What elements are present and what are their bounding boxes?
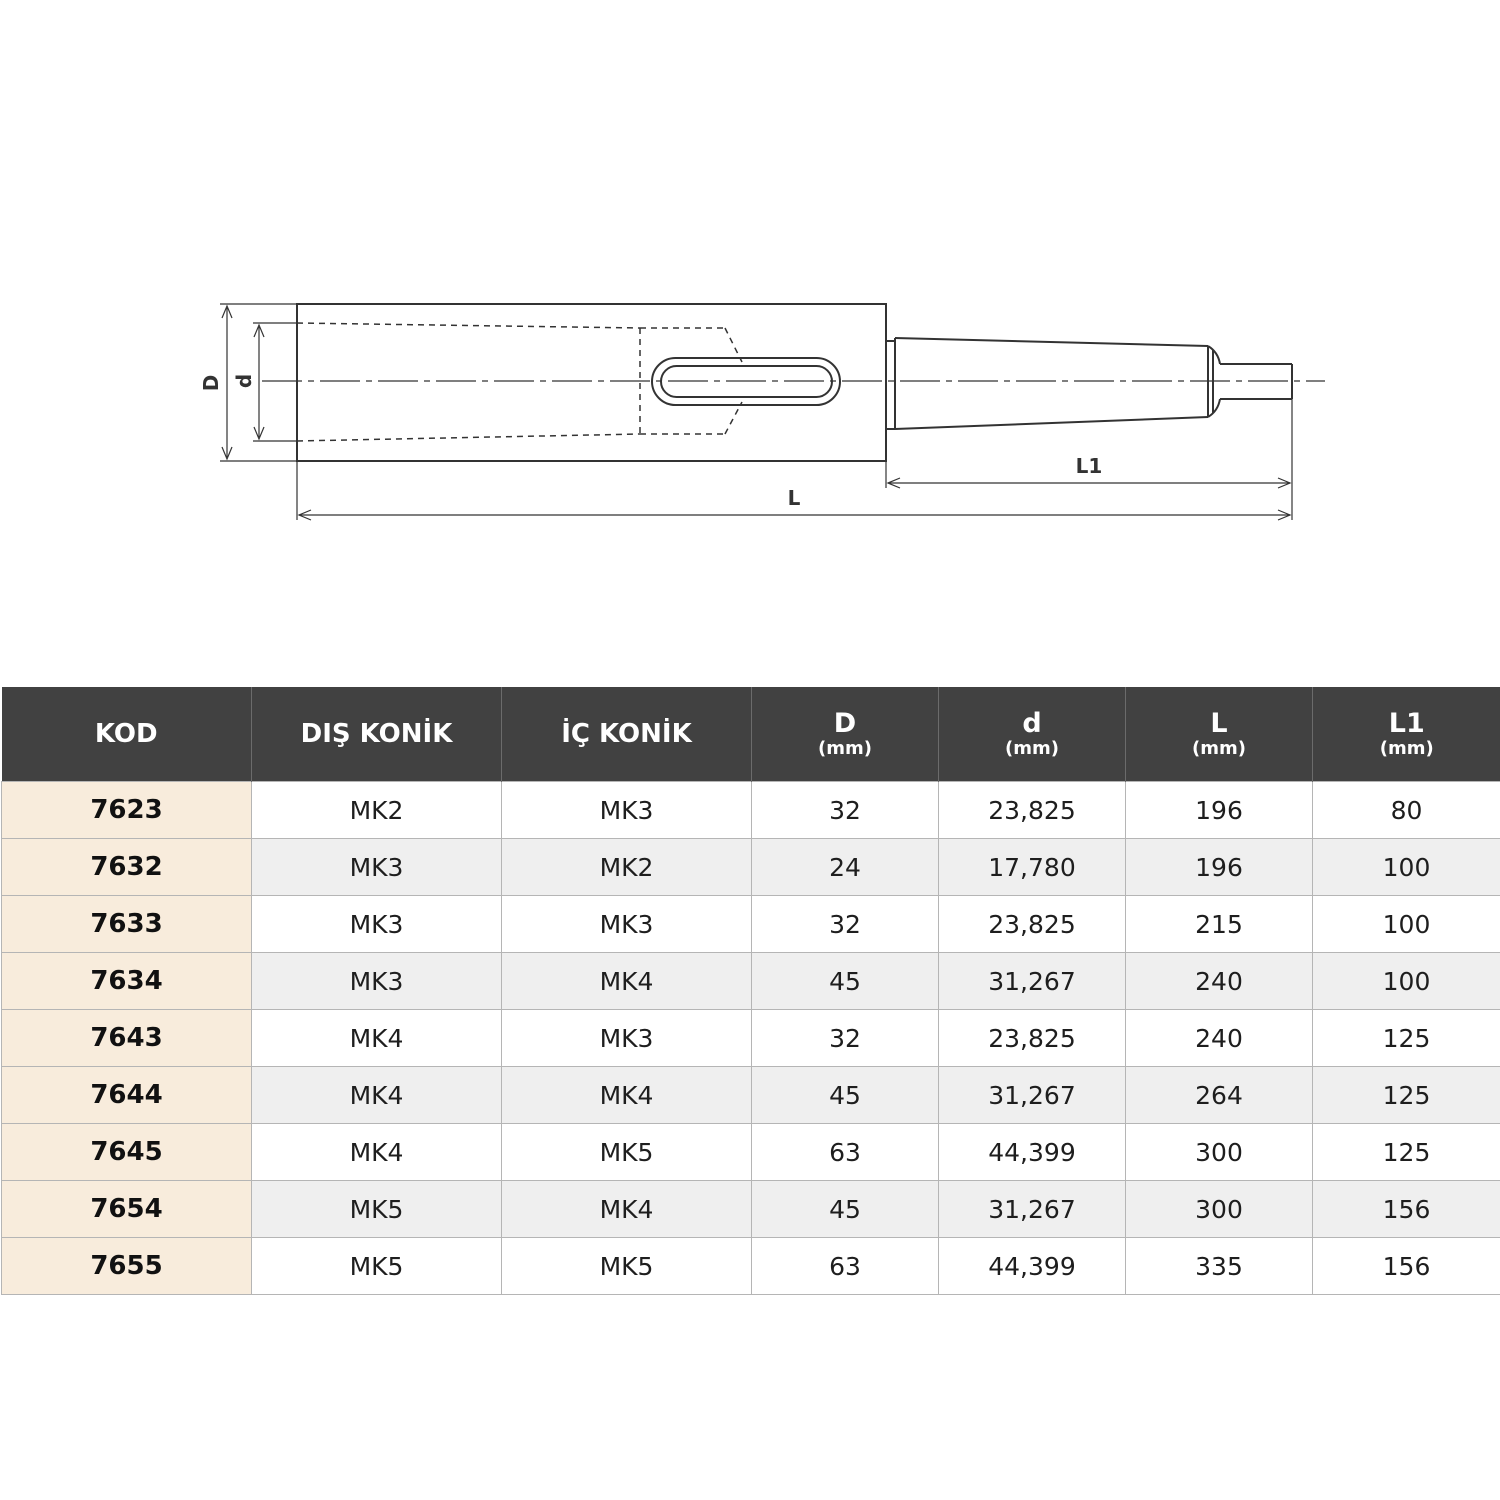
label-d: d [232, 373, 256, 389]
cell-kod: 7655 [2, 1238, 252, 1295]
table-header-row [2, 687, 1500, 782]
cell-d: 31,267 [939, 953, 1126, 1010]
cell-D: 32 [752, 1010, 939, 1067]
cell-ic-konik: MK4 [502, 1181, 752, 1238]
header-L1: L1 (mm) [1313, 687, 1500, 782]
cell-L: 196 [1126, 782, 1313, 839]
cell-D: 45 [752, 1067, 939, 1124]
cell-d: 44,399 [939, 1238, 1126, 1295]
cell-ic-konik: MK4 [502, 953, 752, 1010]
table-row [2, 1010, 1500, 1067]
cell-L1: 125 [1313, 1124, 1500, 1181]
cell-D: 32 [752, 782, 939, 839]
cell-dis-konik: MK3 [252, 896, 502, 953]
cell-ic-konik: MK3 [502, 1010, 752, 1067]
table-row [2, 1238, 1500, 1295]
cell-d: 31,267 [939, 1181, 1126, 1238]
cell-dis-konik: MK3 [252, 839, 502, 896]
cell-L1: 80 [1313, 782, 1500, 839]
cell-dis-konik: MK5 [252, 1181, 502, 1238]
taper-shank [886, 338, 1292, 429]
cell-d: 17,780 [939, 839, 1126, 896]
cell-L1: 156 [1313, 1181, 1500, 1238]
cell-L: 300 [1126, 1124, 1313, 1181]
table-row [2, 1181, 1500, 1238]
technical-drawing [0, 0, 1500, 560]
cell-L1: 156 [1313, 1238, 1500, 1295]
cell-L: 240 [1126, 1010, 1313, 1067]
cell-L: 215 [1126, 896, 1313, 953]
cell-D: 63 [752, 1238, 939, 1295]
cell-d: 31,267 [939, 1067, 1126, 1124]
header-dis-konik: DIŞ KONİK [252, 687, 502, 782]
header-ic-konik: İÇ KONİK [502, 687, 752, 782]
cell-kod: 7654 [2, 1181, 252, 1238]
cell-ic-konik: MK5 [502, 1124, 752, 1181]
label-L: L [787, 486, 801, 510]
cell-d: 44,399 [939, 1124, 1126, 1181]
cell-D: 63 [752, 1124, 939, 1181]
spec-table [1, 687, 1500, 1295]
cell-dis-konik: MK5 [252, 1238, 502, 1295]
cell-ic-konik: MK3 [502, 896, 752, 953]
cell-L: 240 [1126, 953, 1313, 1010]
cell-L: 335 [1126, 1238, 1313, 1295]
cell-D: 45 [752, 953, 939, 1010]
cell-D: 45 [752, 1181, 939, 1238]
table-row [2, 896, 1500, 953]
cell-L: 196 [1126, 839, 1313, 896]
cell-L1: 100 [1313, 896, 1500, 953]
cell-d: 23,825 [939, 896, 1126, 953]
cell-d: 23,825 [939, 1010, 1126, 1067]
internal-taper [297, 323, 742, 441]
table-row [2, 839, 1500, 896]
cell-L1: 125 [1313, 1067, 1500, 1124]
dimension-d [253, 323, 297, 441]
cell-kod: 7633 [2, 896, 252, 953]
cell-d: 23,825 [939, 782, 1126, 839]
cell-L1: 100 [1313, 839, 1500, 896]
cell-ic-konik: MK4 [502, 1067, 752, 1124]
cell-dis-konik: MK3 [252, 953, 502, 1010]
cell-kod: 7634 [2, 953, 252, 1010]
cell-L1: 100 [1313, 953, 1500, 1010]
cell-kod: 7623 [2, 782, 252, 839]
cell-D: 32 [752, 896, 939, 953]
table-row [2, 953, 1500, 1010]
cell-D: 24 [752, 839, 939, 896]
label-L1: L1 [1075, 454, 1103, 478]
cell-kod: 7644 [2, 1067, 252, 1124]
cell-L: 264 [1126, 1067, 1313, 1124]
cell-L: 300 [1126, 1181, 1313, 1238]
table-row [2, 1124, 1500, 1181]
cell-dis-konik: MK4 [252, 1124, 502, 1181]
cell-kod: 7645 [2, 1124, 252, 1181]
cell-ic-konik: MK5 [502, 1238, 752, 1295]
table-row [2, 782, 1500, 839]
cell-ic-konik: MK2 [502, 839, 752, 896]
cell-dis-konik: MK4 [252, 1010, 502, 1067]
cell-dis-konik: MK4 [252, 1067, 502, 1124]
header-D: D (mm) [752, 687, 939, 782]
cell-L1: 125 [1313, 1010, 1500, 1067]
cell-kod: 7632 [2, 839, 252, 896]
table-row [2, 1067, 1500, 1124]
header-L: L (mm) [1126, 687, 1313, 782]
label-D: D [199, 374, 223, 392]
cell-ic-konik: MK3 [502, 782, 752, 839]
cell-dis-konik: MK2 [252, 782, 502, 839]
sleeve-body [297, 304, 886, 461]
header-d: d (mm) [939, 687, 1126, 782]
cell-kod: 7643 [2, 1010, 252, 1067]
header-kod: KOD [2, 687, 252, 782]
